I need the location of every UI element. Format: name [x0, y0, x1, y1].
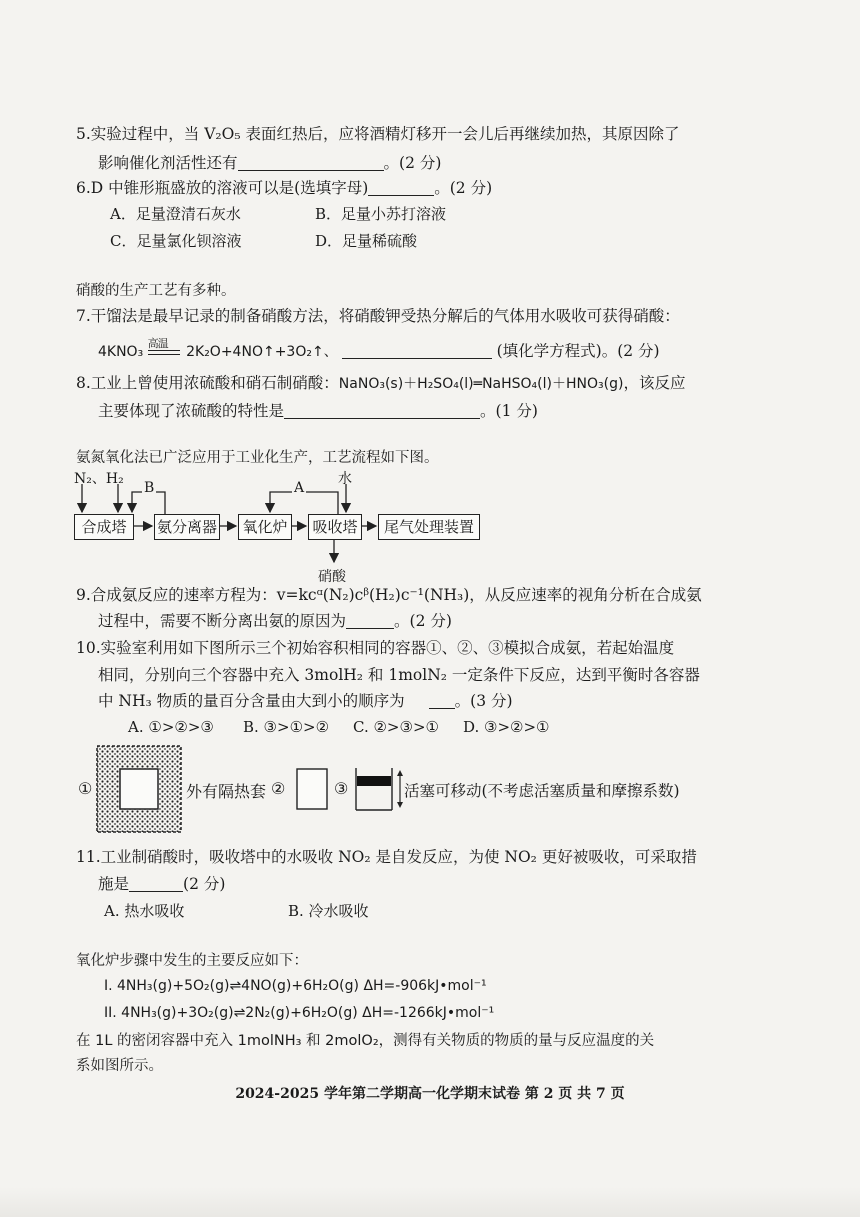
q11-option-a[interactable]: A. 热水吸收: [104, 902, 185, 920]
q10-line1: 10.实验室利用如下图所示三个初始容积相同的容器①、②、③模拟合成氨，若起始温度: [76, 639, 675, 657]
container-1-label: ①: [78, 779, 93, 798]
intro-nitric-acid: 硝酸的生产工艺有多种。: [76, 283, 236, 299]
reaction-2: II. 4NH₃(g)+3O₂(g)⇌2N₂(g)+6H₂O(g) ΔH=-1266kJ•mol⁻¹: [104, 1005, 495, 1021]
q7-eq-condition: 高温: [147, 337, 168, 350]
q5-line1: 5.实验过程中，当 V₂O₅ 表面红热后，应将酒精灯移开一会儿后再继续加热，其原因除了: [76, 125, 680, 143]
q8-line2-pre: 主要体现了浓硫酸的特性是: [98, 402, 285, 420]
flow-loop-b-label: B: [144, 480, 155, 496]
flow-box-ammonia-separator: 氨分离器: [154, 514, 220, 540]
q9-line2-post: 。(2 分): [394, 612, 452, 630]
q11-line2: [98, 873, 225, 895]
q6-stem-post: 。(2 分): [434, 179, 493, 197]
q11-answer-blank[interactable]: [129, 875, 183, 892]
page-footer: 2024-2025 学年第二学期高一化学期末试卷 第 2 页 共 7 页: [235, 1086, 625, 1102]
flow-product-label: 硝酸: [318, 569, 346, 585]
flow-inputs-label: N₂、H₂: [74, 471, 124, 487]
q11-line1: 11.工业制硝酸时，吸收塔中的水吸收 NO₂ 是自发反应，为使 NO₂ 更好被吸收，可采取措: [76, 848, 697, 866]
q5-line2-post: 。(2 分): [383, 154, 442, 172]
q8-line2-post: 。(1 分): [480, 402, 538, 420]
q9-line2: [98, 610, 452, 632]
q10-line2: 相同，分别向三个容器中充入 3molH₂ 和 1molN₂ 一定条件下反应，达到平衡时各容器: [98, 666, 700, 684]
q8-equation: NaNO₃(s)＋H₂SO₄(l)═NaHSO₄(l)＋HNO₃(g): [338, 376, 624, 392]
q11-line2-pre: 施是: [98, 875, 130, 893]
q11-line2-post: (2 分): [183, 875, 226, 893]
container-1-note: 外有隔热套: [186, 782, 267, 801]
q7-eq-right: 2K₂O+4NO↑+3O₂↑、: [186, 344, 338, 360]
container-1-insulated: [96, 745, 184, 835]
flow-loop-a-label: A: [294, 480, 305, 496]
q10-option-a[interactable]: A. ①>②>③: [128, 718, 214, 736]
q10-line3: [98, 690, 513, 712]
q10-option-d[interactable]: D. ③>②>①: [463, 718, 550, 736]
container-3-piston: [354, 768, 402, 812]
intro-process: 氨氮氧化法已广泛应用于工业化生产，工艺流程如下图。: [76, 450, 439, 466]
q7-equation: [98, 337, 660, 363]
container-2-label: ②: [271, 779, 286, 798]
intro-experiment-line1: 在 1L 的密闭容器中充入 1molNH₃ 和 2molO₂，测得有关物质的物质的量与反应温度的关: [76, 1033, 655, 1049]
intro-experiment-line2: 系如图所示。: [76, 1058, 163, 1074]
process-flow-diagram: [70, 468, 590, 586]
q5-line2-pre: 影响催化剂活性还有: [98, 154, 238, 172]
q11-option-b[interactable]: B. 冷水吸收: [288, 902, 369, 920]
q6-option-b[interactable]: B．足量小苏打溶液: [315, 205, 447, 223]
container-2-rigid: [296, 768, 330, 812]
q10-line3-pre: 中 NH₃ 物质的量百分含量由大到小的顺序为: [98, 692, 405, 710]
container-3-label: ③: [334, 779, 349, 798]
q6-stem-pre: 6.D 中锥形瓶盛放的溶液可以是(选填字母): [76, 179, 369, 197]
q7-eq-post: (填化学方程式)。(2 分): [496, 342, 660, 360]
q5-answer-blank[interactable]: [238, 154, 384, 171]
flow-box-oxidation-furnace: 氧化炉: [238, 514, 292, 540]
container-3-note: 活塞可移动(不考虑活塞质量和摩擦系数): [404, 782, 680, 800]
q6-option-d[interactable]: D．足量稀硫酸: [315, 232, 418, 250]
q9-line1: 9.合成氨反应的速率方程为：v=kcᵅ(N₂)cᵝ(H₂)c⁻¹(NH₃)，从反应速率的视角分析在合成氨: [76, 586, 702, 604]
q10-option-c[interactable]: C. ②>③>①: [353, 718, 439, 736]
q8-line1: [76, 372, 685, 395]
q7-eq-arrow: [147, 337, 182, 359]
q10-answer-blank[interactable]: [429, 692, 455, 709]
flow-box-absorption-tower: 吸收塔: [308, 514, 362, 540]
q8-answer-blank[interactable]: [284, 402, 480, 419]
intro-oxidation: 氧化炉步骤中发生的主要反应如下：: [76, 953, 308, 969]
reaction-1: I. 4NH₃(g)+5O₂(g)⇌4NO(g)+6H₂O(g) ΔH=-906kJ•mol⁻¹: [104, 978, 487, 994]
q9-answer-blank[interactable]: [346, 612, 394, 629]
q6-stem: [76, 177, 492, 199]
q10-option-b[interactable]: B. ③>①>②: [243, 718, 330, 736]
q7-line1: 7.干馏法是最早记录的制备硝酸方法，将硝酸钾受热分解后的气体用水吸收可获得硝酸：: [76, 307, 680, 325]
q10-line3-post: 。(3 分): [454, 692, 513, 710]
q6-option-c[interactable]: C．足量氯化钡溶液: [110, 232, 242, 250]
flow-box-tail-gas-treatment: 尾气处理装置: [378, 514, 480, 540]
flow-water-label: 水: [338, 471, 352, 487]
q6-answer-blank[interactable]: [368, 179, 434, 196]
q7-answer-blank[interactable]: [342, 342, 492, 359]
q6-option-a[interactable]: A．足量澄清石灰水: [110, 205, 241, 223]
q5-line2: [98, 152, 441, 174]
q8-line2: [98, 400, 538, 422]
q9-line2-pre: 过程中，需要不断分离出氨的原因为: [98, 612, 347, 630]
q7-eq-left: 4KNO₃: [98, 344, 144, 360]
q8-line1-post: ，该反应: [623, 374, 686, 392]
q8-line1-pre: 8.工业上曾使用浓硫酸和硝石制硝酸：: [76, 374, 339, 392]
flow-box-synthesis-tower: 合成塔: [74, 514, 134, 540]
